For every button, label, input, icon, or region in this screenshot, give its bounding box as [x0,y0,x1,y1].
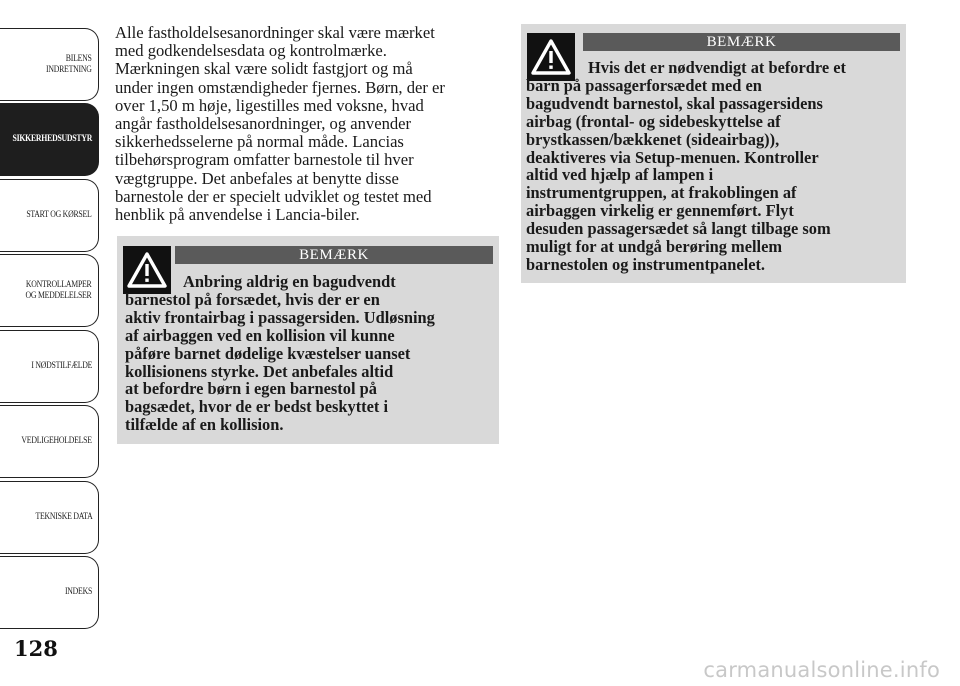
tab-label: START OG KØRSEL [26,210,92,220]
chapter-tab-index [0,0,102,640]
tab-indeks[interactable] [0,556,99,629]
warning-notice-right [521,24,906,283]
tab-tekniske-data[interactable] [0,481,99,554]
notice-header: BEMÆRK [583,33,900,51]
tab-label: SIKKERHEDSUDSTYR [12,134,92,144]
notice-text: Hvis det er nødvendigt at befordre et barn på passagerforsædet med en bagudvendt barnestol, skal passagersidens airbag (frontal- og sidebeskyttelse af brystkassen/bækkenet (sideairbag)), deaktiveres via Setup-menuen. Kontroller altid ved hjælp af lampen i instrumentgruppen, at frakoblingen af airbaggen virkelig er gennemført. Flyt desuden passagersædet så langt tilbage som muligt for at undgå berøring mellem barnestolen og instrumentpanelet. [526,58,846,274]
tab-label: BILENS INDRETNING [46,53,92,75]
tab-label: KONTROLLAMPER OG MEDDELELSER [25,279,93,301]
tab-label: INDEKS [64,587,92,597]
tab-sikkerhedsudstyr[interactable] [0,103,99,176]
tab-label: I NØDSTILFÆLDE [31,361,92,371]
tab-kontrollamper[interactable] [0,254,99,327]
tab-label: VEDLIGEHOLDELSE [21,436,92,446]
tab-start-og-korsel[interactable] [0,179,99,252]
tab-i-nodstilfaelde[interactable] [0,330,99,403]
tab-bilens-indretning[interactable] [0,28,99,101]
tab-label: TEKNISKE DATA [35,512,92,522]
warning-notice-left [117,236,499,444]
watermark: carmanualsonline.info [703,658,940,682]
body-paragraph: Alle fastholdelsesanordninger skal være mærket med godkendelsesdata og kontrolmærke. Mærkningen skal være solidt fastgjort og må under ingen omstændigheder fjernes. Børn, der er over 1,50 m høje, ligestilles med voksne, hvad angår fastholdelsesanordninger, og anvender sikkerhedsselerne på normal måde. Lancias tilbehørsprogram omfatter barnestole til hver vægtgruppe. Det anbefales at benytte disse barnestole der er specielt udviklet og testet med henblik på anvendelse i Lancia-biler. [115,23,445,225]
page-number: 128 [14,636,58,661]
tab-vedligeholdelse[interactable] [0,405,99,478]
notice-header: BEMÆRK [175,246,493,264]
notice-text: Anbring aldrig en bagudvendt barnestol på forsædet, hvis der er en aktiv frontairbag i passagersiden. Udløsning af airbaggen ved en kollision vil kunne påføre barnet dødelige kvæstelser uanset kollisionens styrke. Det anbefales altid at befordre børn i egen barnestol på bagsædet, hvor de er bedst beskyttet i tilfælde af en kollision. [125,272,435,435]
